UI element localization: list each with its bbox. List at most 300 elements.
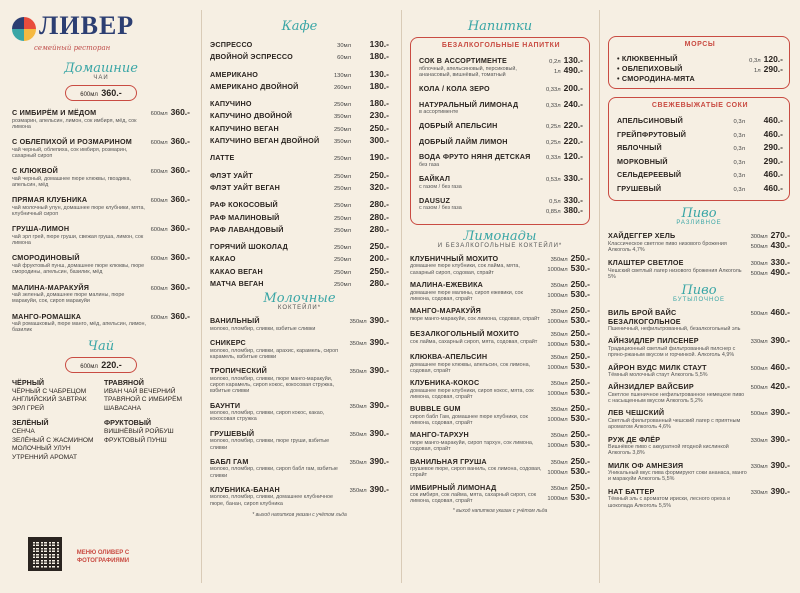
menu-item-text	[210, 430, 347, 451]
menu-item-text	[608, 409, 748, 430]
menu-item	[617, 169, 783, 183]
item-desc: домашнее пюре клубники, сок лайма, мята, сахарный сироп, содовая, спрайт	[410, 263, 520, 276]
tea-item: ИВАН ЧАЙ ВЕЧЕРНИЙ	[104, 387, 176, 395]
item-vol: 350мл	[550, 309, 568, 316]
price-row	[547, 492, 590, 502]
menu-item	[12, 107, 190, 130]
home-subtitle: ЧАИ	[93, 75, 109, 81]
item-price: 420.-	[770, 381, 790, 392]
item-desc: Светлый фильтрованный чешский лагер с приятным ароматом Алкоголь 4,6%	[608, 417, 741, 431]
item-desc: Тёмный молочный стаут Алкоголь 5,5%	[608, 372, 708, 379]
beer-draft-subtitle: РАЗЛИВНОЕ	[676, 220, 722, 226]
menu-item	[410, 328, 590, 348]
item-name: КЛУБНИКА-БАНАН	[210, 484, 280, 494]
beer-bottle-list	[608, 307, 790, 509]
item-price2: 530.-	[570, 262, 590, 273]
item-desc: молоко, пломбир, сливки, сироп бабл гам, взбитые сливки	[210, 466, 338, 479]
item-vol: 600мл	[150, 227, 168, 234]
tea-group-head: ФРУКТОВЫЙ	[104, 417, 152, 427]
price-row	[547, 413, 590, 423]
item-price: 360.-	[170, 194, 190, 205]
item-vol: 250мл	[333, 215, 351, 222]
item-desc: чай черный, облепиха, сок имбиря, розмарин, сахарный сироп	[12, 146, 128, 159]
menu-item-row	[210, 400, 389, 423]
item-price: 460.-	[763, 128, 783, 139]
item-name: ХАЙДЕГГЕР ХЕЛЬ	[608, 231, 676, 240]
tea-group	[104, 379, 190, 414]
item-name: АПЕЛЬСИНОВЫЙ	[617, 116, 684, 125]
menu-item	[608, 362, 790, 379]
item-vol2: 1000мл	[547, 319, 568, 326]
menu-item	[617, 156, 783, 170]
menu-item	[210, 51, 389, 63]
menu-item-row	[210, 484, 389, 507]
item-price: 460.-	[770, 361, 790, 372]
item-prices	[546, 136, 583, 146]
menu-item	[608, 381, 790, 404]
menu-item	[210, 123, 389, 135]
menu-item	[419, 173, 583, 190]
price-row	[547, 253, 590, 263]
juices-box	[608, 97, 790, 201]
menu-item-text	[410, 307, 544, 322]
menu-item	[210, 400, 389, 423]
beer-draft-list	[608, 230, 790, 280]
menu-item-text	[410, 255, 544, 276]
item-vol: 350мл	[550, 407, 568, 414]
item-price: 390.-	[770, 485, 790, 496]
morse-item: • СМОРОДИНА-МЯТА	[617, 74, 695, 84]
menu-item-row	[608, 381, 790, 404]
juices-list	[617, 115, 783, 196]
item-name: ГРЕЙПФРУТОВЫЙ	[617, 129, 687, 139]
item-name: ГОРЯЧИЙ ШОКОЛАД	[210, 242, 288, 252]
item-name: КАКАО	[210, 254, 236, 264]
menu-item-text	[410, 484, 544, 505]
item-name: С КЛЮКВОЙ	[12, 166, 58, 176]
item-vol: 350мл	[349, 403, 367, 410]
item-desc: чай ромашковый, пюре манго, мёд, апельсин, лимон, базилик	[12, 321, 147, 334]
item-price: 460.-	[763, 115, 783, 125]
menu-item	[617, 142, 783, 156]
price-row	[547, 387, 590, 397]
item-name: ДОБРЫЙ ЛАЙМ ЛИМОН	[419, 136, 508, 146]
item-vol: 0,33л	[545, 102, 561, 109]
menu-item-row	[608, 407, 790, 430]
menu-item-text	[608, 232, 748, 253]
menu-item-row	[12, 311, 190, 334]
menu-item	[410, 305, 590, 325]
tea-item: ЗЕЛЁНЫЙ С ЖАСМИНОМ	[12, 436, 94, 444]
menu-item-row	[419, 173, 583, 190]
item-price: 250.-	[570, 305, 590, 316]
menu-item-row	[210, 365, 389, 394]
menu-item-row	[210, 456, 389, 479]
item-price: 330.-	[563, 173, 583, 184]
item-price2: 530.-	[570, 338, 590, 349]
item-prices	[546, 195, 583, 215]
item-name: BUBBLE GUM	[410, 404, 461, 414]
menu-item-text	[419, 101, 543, 116]
item-price: 360.-	[170, 136, 190, 147]
item-prices	[151, 136, 190, 146]
menu-item-row	[210, 315, 389, 332]
item-price: 360.-	[170, 252, 190, 263]
menu-item-row	[419, 99, 583, 116]
item-name: НАТ БАТТЕР	[608, 486, 655, 496]
item-vol: 500мл	[750, 365, 768, 372]
price-row	[751, 240, 790, 250]
morse-list	[617, 54, 695, 84]
tea-pill-price: 220.-	[101, 359, 122, 370]
item-price: 180.-	[369, 51, 389, 62]
item-desc: Традиционный светлый фильтрованный пилснер с пряно-ржаным вкусом и горчинкой. Алкоголь 4,9%	[608, 345, 736, 359]
item-vol: 0,3л	[733, 186, 745, 193]
menu-item-row	[12, 252, 190, 275]
item-price: 300.-	[369, 135, 389, 146]
morse-box	[608, 36, 790, 89]
menu-item-row	[210, 337, 389, 360]
menu-item	[12, 282, 190, 305]
item-desc: Чешский светлый лагер низового брожения Алкоголь 5%	[608, 267, 742, 280]
price-row	[151, 165, 190, 175]
morse-title: МОРСЫ	[684, 41, 716, 48]
item-price2: 380.-	[563, 204, 583, 215]
item-name: РАФ МАЛИНОВЫЙ	[210, 212, 280, 222]
menu-item-text	[608, 337, 748, 358]
lemonades-note: * выход напитков указан с учётом льда	[452, 507, 548, 514]
item-price: 250.-	[570, 279, 590, 290]
item-name: КЛУБНИКА-КОКОС	[410, 378, 480, 388]
morse-body	[617, 54, 783, 84]
item-price: 360.-	[170, 223, 190, 234]
beer-bottle-title: Пиво	[681, 283, 717, 299]
home-tea-list	[12, 107, 190, 334]
menu-item	[210, 182, 389, 194]
softdrinks-list	[419, 55, 583, 215]
item-name: С ОБЛЕПИХОЙ И РОЗМАРИНОМ	[12, 137, 132, 147]
item-price: 130.-	[369, 39, 389, 49]
item-vol2: 500мл	[750, 244, 768, 250]
item-vol: 250мл	[333, 173, 351, 180]
brand-tagline: семейный ресторан	[34, 44, 111, 52]
price-row	[350, 400, 389, 410]
menu-item	[608, 434, 790, 457]
menu-item-row	[410, 279, 590, 302]
item-prices	[151, 282, 190, 292]
menu-item-row	[410, 305, 590, 325]
item-vol: 350мл	[349, 341, 367, 348]
item-name: ДОБРЫЙ АПЕЛЬСИН	[419, 121, 498, 131]
price-row	[546, 136, 583, 146]
item-name: ВАНИЛЬНАЯ ГРУША	[410, 456, 487, 466]
item-prices	[151, 311, 190, 321]
item-price: 390.-	[770, 335, 790, 346]
item-name: МАЛИНА-ЕЖЕВИКА	[410, 280, 484, 290]
item-desc: с газом / без газа	[419, 183, 462, 190]
tea-group-head: ТРАВЯНОЙ	[104, 377, 144, 387]
menu-item-text	[12, 313, 148, 334]
price-row	[547, 263, 590, 273]
menu-item	[210, 39, 389, 51]
item-desc: без газа	[419, 161, 440, 168]
item-prices	[546, 173, 583, 183]
item-price: 250.-	[570, 429, 590, 440]
item-vol2: 1000мл	[547, 391, 568, 398]
item-price: 120.-	[563, 151, 583, 162]
menu-item	[210, 170, 389, 182]
item-prices	[350, 337, 389, 347]
item-desc: Вишнёвое пиво с аккуратной ягодной кислинкой Алкоголь 3,8%	[608, 444, 729, 457]
menu-item-text	[12, 284, 148, 305]
menu-item-text	[419, 138, 543, 147]
qr-code[interactable]	[28, 537, 62, 571]
menu-item-text	[410, 458, 544, 479]
item-name: КАПУЧИНО	[210, 99, 252, 109]
morse-prices	[749, 54, 783, 84]
menu-item-text	[210, 458, 347, 479]
item-vol: 250мл	[333, 245, 351, 252]
item-name: КЛАШТЕР СВЕТЛОЕ	[608, 258, 684, 268]
menu-item-text	[12, 109, 148, 130]
menu-item-text	[210, 486, 347, 507]
item-desc: чай черный, домашнее пюре клюквы, гвоздика, апельсин, мёд	[12, 175, 131, 188]
menu-item	[210, 110, 389, 122]
price-row	[151, 311, 190, 321]
menu-item-row	[608, 362, 790, 379]
menu-item	[617, 115, 783, 129]
morse-price-row	[749, 64, 783, 74]
item-prices	[547, 482, 590, 502]
item-name: С ИМБИРЁМ И МЁДОМ	[12, 108, 97, 117]
menu-item-row	[608, 434, 790, 457]
item-prices	[350, 456, 389, 466]
menu-item-text	[12, 138, 148, 159]
column-drinks	[402, 0, 598, 593]
menu-item	[419, 151, 583, 168]
item-price: 460.-	[770, 307, 790, 318]
menu-item	[608, 407, 790, 430]
menu-item	[419, 99, 583, 116]
price-row	[546, 151, 583, 161]
item-vol: 0,3л	[733, 159, 745, 166]
brand-name: ЛИВЕР	[39, 11, 135, 40]
item-desc: с газом / без газа	[419, 205, 462, 212]
menu-item-row	[419, 151, 583, 168]
item-desc: пюре манго-маракуйи, сок лимона, содовая, спрайт	[410, 315, 540, 322]
price-row	[547, 338, 590, 348]
item-price: 250.-	[369, 265, 389, 276]
item-desc: в ассортименте	[419, 109, 459, 116]
tea-item: ВИШНЁВЫЙ РОЙБУШ	[104, 427, 174, 435]
menu-item	[608, 460, 790, 483]
menu-item-text	[608, 309, 748, 332]
item-prices	[547, 328, 590, 348]
price-row	[350, 315, 389, 325]
menu-item-text	[419, 197, 543, 212]
item-vol: 0,25л	[545, 124, 561, 131]
menu-item	[410, 482, 590, 505]
price-row	[547, 361, 590, 371]
softdrinks-title: БЕЗАЛКОГОЛЬНЫЕ НАПИТКИ	[441, 42, 561, 49]
menu-item	[617, 183, 783, 197]
item-vol: 500мл	[750, 411, 768, 418]
brand-logo	[12, 8, 190, 44]
menu-item-text	[210, 367, 347, 394]
item-prices	[547, 351, 590, 371]
price-row	[547, 456, 590, 466]
item-vol: 350мл	[550, 256, 568, 263]
price-row	[547, 305, 590, 315]
price-row	[547, 315, 590, 325]
menu-item	[210, 428, 389, 451]
item-name: БЕЗАЛКОГОЛЬНЫЙ МОХИТО	[410, 329, 520, 339]
menu-item-row	[608, 335, 790, 358]
item-vol2: 1л	[554, 69, 561, 75]
menu-item-row	[608, 230, 790, 253]
item-prices	[350, 428, 389, 438]
item-price: 250.-	[570, 481, 590, 492]
menu-item-text	[608, 488, 748, 509]
milk-note: * выход напитков указан с учётом льда	[252, 512, 347, 518]
menu-item	[419, 195, 583, 215]
milk-subtitle: КОКТЕЙЛИ*	[277, 305, 322, 312]
item-price: 460.-	[763, 169, 783, 179]
menu-item-text	[608, 462, 748, 483]
item-prices	[751, 335, 790, 345]
price-row	[751, 407, 790, 417]
item-name: БАБЛ ГАМ	[210, 456, 249, 466]
tea-group-head: ЗЕЛЁНЫЙ	[12, 417, 49, 427]
item-vol: 350мл	[550, 332, 568, 339]
menu-item-text	[410, 281, 544, 302]
item-vol2: 1000мл	[547, 293, 568, 300]
column-juices-beer	[600, 0, 800, 593]
item-name: ПРЯМАЯ КЛУБНИКА	[12, 195, 88, 205]
price-row	[547, 439, 590, 449]
menu-item	[419, 136, 583, 147]
item-vol2: 1000мл	[547, 266, 568, 273]
beer-bottle-subtitle: БУТЫЛОЧНОЕ	[672, 297, 726, 304]
item-vol: 600мл	[150, 111, 168, 117]
item-vol2: 1000мл	[547, 417, 568, 424]
item-desc: чай фруктовый пунш, домашнее пюре клюквы, пюре смородины, апельсин, базилик, мёд	[12, 262, 145, 276]
item-price: 250.-	[570, 403, 590, 414]
menu-item-text	[419, 85, 543, 94]
item-vol2: 1000мл	[547, 469, 568, 476]
menu-item	[608, 257, 790, 280]
price-row	[751, 335, 790, 345]
item-price: 270.-	[770, 230, 790, 240]
menu-item	[410, 403, 590, 426]
item-price: 240.-	[563, 98, 583, 109]
item-name: АМЕРИКАНО	[210, 69, 259, 79]
price-row	[751, 381, 790, 391]
item-desc: домашнее пюре малины, сироп ежевики, сок лимона, содовая, спрайт	[410, 289, 523, 302]
item-vol: 260мл	[333, 84, 351, 91]
menu-item-text	[210, 402, 347, 423]
item-name: ФЛЭТ УАЙТ	[210, 170, 253, 180]
item-price: 390.-	[369, 455, 389, 466]
item-name: РУЖ ДЕ ФЛЁР	[608, 434, 661, 444]
item-name: ВИЛЬ БРОЙ ВАЙС БЕЗАЛКОГОЛЬНОЕ	[608, 308, 681, 326]
menu-item	[210, 69, 389, 81]
menu-item	[210, 152, 389, 164]
item-vol: 350мл	[349, 431, 367, 438]
qr-caption: МЕНЮ ОЛИВЕР С ФОТОГРАФИЯМИ	[76, 550, 130, 564]
item-vol: 0,25л	[545, 139, 561, 146]
item-vol: 350мл	[550, 485, 568, 492]
menu-item-text	[419, 175, 543, 190]
tea-pill-vol: 600мл	[80, 363, 98, 370]
item-price: 290.-	[763, 155, 783, 166]
item-prices	[546, 151, 583, 161]
item-prices	[751, 307, 790, 317]
menu-item-text	[12, 254, 148, 275]
menu-item-row	[410, 377, 590, 400]
item-prices	[546, 120, 583, 130]
item-prices	[751, 434, 790, 444]
item-price: 390.-	[369, 315, 389, 326]
item-vol: 250мл	[333, 282, 351, 289]
item-vol: 0,3л	[733, 146, 745, 152]
item-vol: 350мл	[550, 283, 568, 290]
tea-group-head: ЧЁРНЫЙ	[12, 377, 45, 387]
menu-item-row	[12, 136, 190, 159]
menu-item-row	[410, 253, 590, 276]
item-price: 290.-	[763, 142, 783, 152]
price-row	[151, 282, 190, 292]
item-vol: 350мл	[550, 355, 568, 362]
item-price: 280.-	[369, 211, 389, 222]
item-name: КАКАО ВЕГАН	[210, 266, 263, 276]
menu-item	[210, 253, 389, 265]
item-price: 250.-	[570, 455, 590, 466]
item-vol2: 1000мл	[547, 342, 568, 349]
price-row	[151, 252, 190, 262]
item-price: 250.-	[369, 241, 389, 252]
price-row	[350, 484, 389, 494]
menu-item	[210, 266, 389, 278]
item-vol2: 0,85л	[545, 208, 561, 215]
item-price: 390.-	[369, 427, 389, 438]
menu-item-row	[419, 120, 583, 131]
item-vol2: 500мл	[750, 271, 768, 278]
price-row	[350, 428, 389, 438]
item-vol: 350мл	[550, 433, 568, 440]
item-name: ТРОПИЧЕСКИЙ	[210, 366, 267, 376]
item-price2: 530.-	[570, 413, 590, 424]
item-price2: 530.-	[570, 361, 590, 372]
item-price: 360.-	[170, 281, 190, 292]
lemonades-list	[410, 253, 590, 505]
item-prices	[547, 253, 590, 273]
item-name: ЯБЛОЧНЫЙ	[617, 143, 662, 152]
item-name: ФЛЭТ УАЙТ ВЕГАН	[210, 182, 281, 192]
item-price: 390.-	[369, 399, 389, 410]
item-desc: чай молочный улун, домашнее пюре клубники, мята, клубничный сироп	[12, 204, 145, 218]
menu-item	[210, 456, 389, 479]
menu-item-row	[419, 195, 583, 215]
menu-item	[608, 335, 790, 358]
price-row	[547, 328, 590, 338]
column-cafe	[202, 0, 399, 593]
item-vol: 350мл	[550, 459, 568, 466]
item-vol: 250мл	[333, 203, 351, 210]
item-price: 220.-	[563, 120, 583, 131]
menu-item	[210, 81, 389, 93]
menu-item-row	[410, 429, 590, 452]
